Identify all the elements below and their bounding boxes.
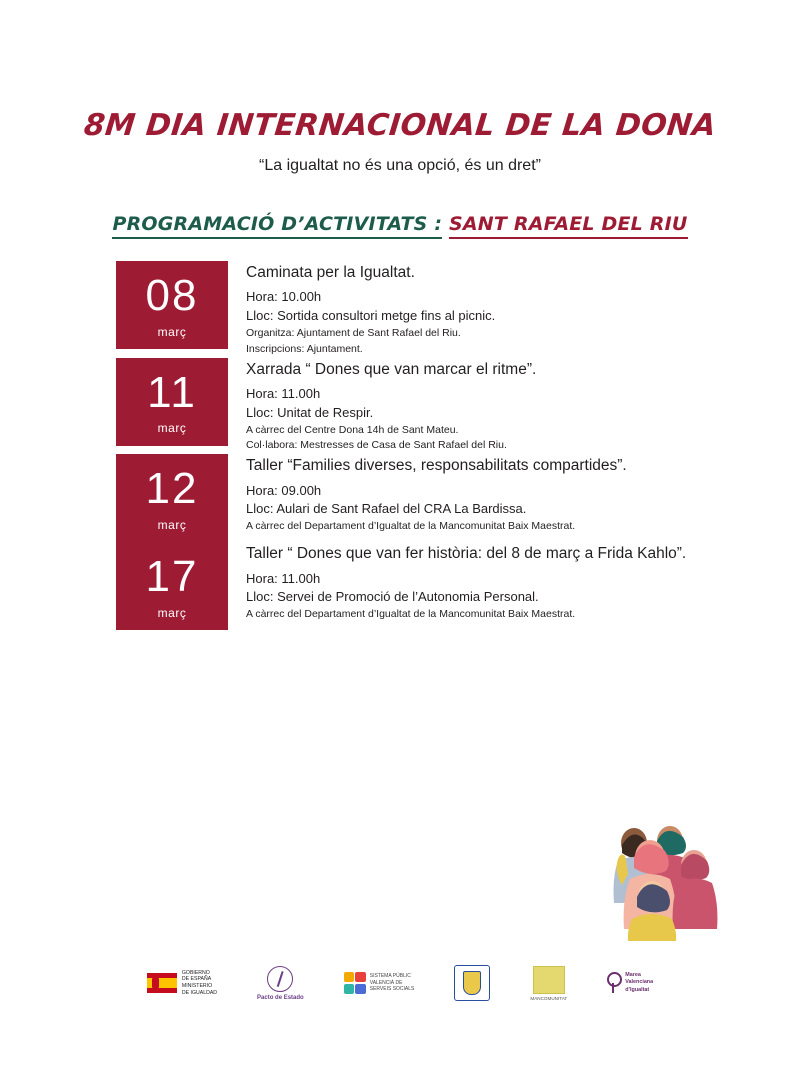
program-heading-location: SANT RAFAEL DEL RIU bbox=[449, 213, 688, 239]
women-illustration bbox=[582, 821, 732, 941]
logo-line: MINISTERIO bbox=[181, 983, 213, 989]
event-list bbox=[0, 261, 800, 630]
event-date-badge bbox=[116, 454, 228, 542]
event-time: Hora: 11.00h bbox=[246, 570, 321, 586]
event-note-extra: Inscripcions: Ajuntament. bbox=[246, 342, 363, 355]
event-day: 08 bbox=[145, 271, 199, 321]
event-note-organizer: A càrrec del Departament d’Igualtat de la Mancomunitat Baix Maestrat. bbox=[246, 520, 576, 533]
event-day: 17 bbox=[145, 552, 199, 602]
logo-gobierno-text bbox=[182, 970, 217, 997]
logo-pacto-de-estado bbox=[257, 966, 304, 1001]
venus-symbol-icon bbox=[607, 972, 621, 994]
logo-line: SERVEIS SOCIALS bbox=[369, 986, 415, 993]
event-date-badge bbox=[116, 261, 228, 349]
event-place: Lloc: Servei de Promoció de l’Autonomia Personal. bbox=[246, 589, 539, 605]
event-title: Caminata per la Igualtat. bbox=[246, 264, 415, 281]
poster-header bbox=[0, 0, 800, 175]
logo-line: Valenciana bbox=[625, 979, 654, 986]
event-month: març bbox=[157, 518, 187, 533]
page-title: 8M DIA INTERNACIONAL DE LA DONA bbox=[82, 108, 718, 143]
event-place: Lloc: Unitat de Respir. bbox=[246, 404, 374, 420]
event-title: Xarrada “ Dones que van marcar el ritme”. bbox=[246, 360, 537, 378]
squares-grid-icon bbox=[344, 972, 366, 994]
event-details bbox=[228, 542, 686, 623]
event-note-organizer: A càrrec del Departament d’Igualtat de la Mancomunitat Baix Maestrat. bbox=[246, 608, 576, 621]
event-details bbox=[228, 261, 495, 358]
logo-sistema-text bbox=[370, 973, 415, 993]
event-item bbox=[116, 542, 740, 630]
event-place: Lloc: Aulari de Sant Rafael del CRA La Bardissa. bbox=[246, 501, 527, 517]
event-title: Taller “ Dones que van fer història: del 8 de març a Frida Kahlo”. bbox=[246, 545, 687, 563]
logo-caption: Pacto de Estado bbox=[257, 994, 304, 1001]
program-heading-label: PROGRAMACIÓ D’ACTIVITATS : bbox=[112, 213, 442, 239]
event-title: Taller “Families diverses, responsabilitats compartides”. bbox=[246, 457, 627, 475]
event-note-extra: Col·labora: Mestresses de Casa de Sant Rafael del Riu. bbox=[246, 439, 507, 452]
event-month: març bbox=[157, 324, 187, 339]
logo-line: Marea bbox=[625, 972, 641, 979]
program-heading bbox=[0, 213, 800, 235]
logo-line: GOBIERNO bbox=[181, 969, 210, 976]
event-note-organizer: A càrrec del Centre Dona 14h de Sant Mateu. bbox=[246, 423, 459, 436]
logo-ajuntament-sant-rafael bbox=[454, 965, 490, 1001]
event-place: Lloc: Sortida consultori metge fins al picnic. bbox=[246, 308, 496, 324]
spain-flag-icon bbox=[147, 973, 177, 993]
page-subtitle: “La igualtat no és una opció, és un dret” bbox=[259, 157, 541, 174]
logo-marea-valenciana-igualtat bbox=[607, 972, 653, 994]
logo-sistema-public-valencia bbox=[344, 972, 415, 994]
event-date-badge bbox=[116, 358, 228, 446]
logo-line: DE IGUALDAD bbox=[181, 989, 218, 996]
logo-caption: MANCOMUNITAT bbox=[530, 995, 568, 1001]
logo-gobierno-de-espana bbox=[147, 970, 217, 997]
mancomunitat-mark-icon bbox=[533, 966, 565, 994]
logo-line: VALENCIÀ DE bbox=[369, 979, 403, 986]
logo-marea-text bbox=[625, 972, 653, 994]
event-time: Hora: 10.00h bbox=[246, 289, 322, 305]
pacto-mark-icon bbox=[267, 966, 293, 992]
logo-mancomunitat-baix-maestrat bbox=[530, 966, 567, 1001]
event-day: 12 bbox=[145, 464, 199, 514]
logo-line: SISTEMA PÚBLIC bbox=[369, 973, 411, 980]
event-date-badge bbox=[116, 542, 228, 630]
logo-line: DE ESPAÑA bbox=[181, 976, 212, 983]
event-item bbox=[116, 358, 740, 455]
event-day: 11 bbox=[147, 367, 197, 417]
event-note-organizer: Organitza: Ajuntament de Sant Rafael del Riu. bbox=[246, 327, 461, 340]
logo-strip bbox=[0, 965, 800, 1001]
event-time: Hora: 09.00h bbox=[246, 482, 322, 498]
event-details bbox=[228, 454, 627, 535]
logo-line: d’Igualtat bbox=[625, 986, 650, 993]
event-month: març bbox=[157, 421, 187, 436]
event-time: Hora: 11.00h bbox=[246, 385, 321, 401]
event-item bbox=[116, 454, 740, 542]
event-details bbox=[228, 358, 536, 455]
coat-of-arms-icon bbox=[463, 971, 481, 995]
event-item bbox=[116, 261, 740, 358]
event-month: març bbox=[157, 606, 187, 621]
